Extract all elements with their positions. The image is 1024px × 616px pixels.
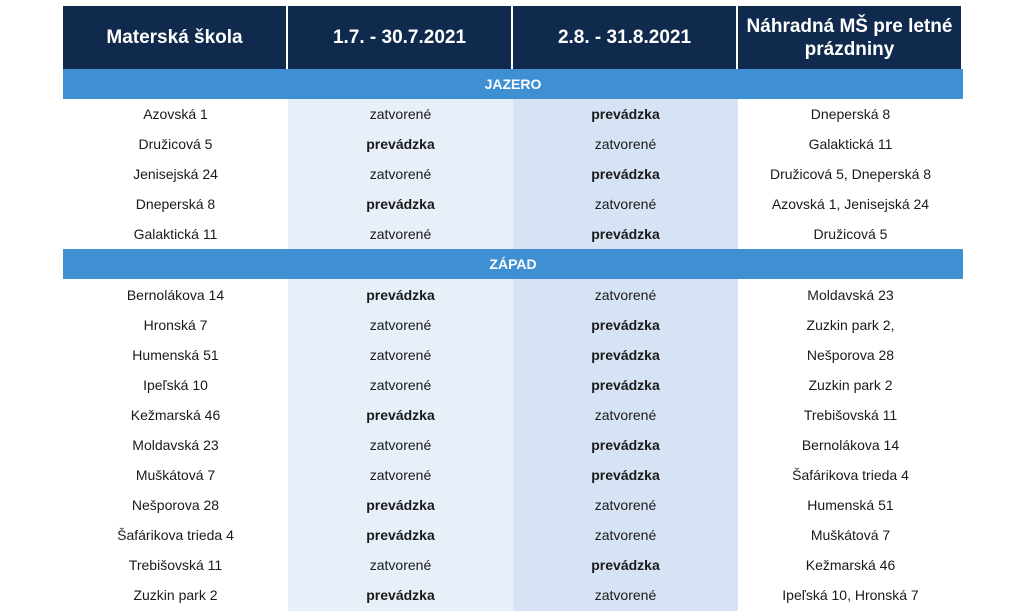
- august-status-cell: prevádzka: [513, 310, 738, 340]
- august-status-cell: zatvorené: [513, 400, 738, 430]
- august-status-cell: zatvorené: [513, 129, 738, 159]
- table-row: [63, 99, 963, 129]
- school-cell: Ipeľská 10: [63, 370, 288, 400]
- school-cell: Šafárikova trieda 4: [63, 520, 288, 550]
- august-status-cell: prevádzka: [513, 99, 738, 129]
- july-status-cell: prevádzka: [288, 189, 513, 219]
- replacement-cell: Zuzkin park 2,: [738, 310, 963, 340]
- july-status-cell: zatvorené: [288, 159, 513, 189]
- july-status-cell: zatvorené: [288, 340, 513, 370]
- table-row: [63, 550, 963, 580]
- replacement-cell: Šafárikova trieda 4: [738, 460, 963, 490]
- replacement-cell: Azovská 1, Jenisejská 24: [738, 189, 963, 219]
- table-row: [63, 159, 963, 189]
- school-cell: Jenisejská 24: [63, 159, 288, 189]
- august-status-cell: prevádzka: [513, 430, 738, 460]
- school-cell: Galaktická 11: [63, 219, 288, 249]
- header-replacement: Náhradná MŠ pre letné prázdniny: [738, 6, 961, 69]
- july-status-cell: zatvorené: [288, 219, 513, 249]
- replacement-cell: Ipeľská 10, Hronská 7: [738, 580, 963, 610]
- replacement-cell: Humenská 51: [738, 490, 963, 520]
- august-status-cell: prevádzka: [513, 340, 738, 370]
- school-cell: Hronská 7: [63, 310, 288, 340]
- table-row: [63, 460, 963, 490]
- replacement-cell: Bernolákova 14: [738, 430, 963, 460]
- july-status-cell: zatvorené: [288, 99, 513, 129]
- august-status-cell: zatvorené: [513, 279, 738, 309]
- july-status-cell: zatvorené: [288, 550, 513, 580]
- section-header: JAZERO: [63, 69, 963, 99]
- replacement-cell: Muškátová 7: [738, 520, 963, 550]
- replacement-cell: Kežmarská 46: [738, 550, 963, 580]
- header-august: 2.8. - 31.8.2021: [513, 6, 736, 69]
- july-status-cell: prevádzka: [288, 129, 513, 159]
- schedule-table: [63, 6, 963, 611]
- table-row: [63, 129, 963, 159]
- replacement-cell: Nešporova 28: [738, 340, 963, 370]
- school-cell: Trebišovská 11: [63, 550, 288, 580]
- school-cell: Družicová 5: [63, 129, 288, 159]
- july-status-cell: prevádzka: [288, 400, 513, 430]
- section-header: ZÁPAD: [63, 249, 963, 279]
- july-status-cell: zatvorené: [288, 370, 513, 400]
- august-status-cell: prevádzka: [513, 219, 738, 249]
- school-cell: Bernolákova 14: [63, 279, 288, 309]
- replacement-cell: Galaktická 11: [738, 129, 963, 159]
- july-status-cell: prevádzka: [288, 490, 513, 520]
- header-july: 1.7. - 30.7.2021: [288, 6, 511, 69]
- july-status-cell: prevádzka: [288, 580, 513, 610]
- replacement-cell: Družicová 5: [738, 219, 963, 249]
- august-status-cell: prevádzka: [513, 370, 738, 400]
- table-header: [63, 6, 963, 69]
- july-status-cell: prevádzka: [288, 520, 513, 550]
- table-row: [63, 189, 963, 219]
- july-status-cell: zatvorené: [288, 310, 513, 340]
- replacement-cell: Trebišovská 11: [738, 400, 963, 430]
- replacement-cell: Zuzkin park 2: [738, 370, 963, 400]
- header-school: Materská škola: [63, 6, 286, 69]
- school-cell: Zuzkin park 2: [63, 580, 288, 610]
- august-status-cell: zatvorené: [513, 189, 738, 219]
- replacement-cell: Družicová 5, Dneperská 8: [738, 159, 963, 189]
- school-cell: Kežmarská 46: [63, 400, 288, 430]
- table-row: [63, 370, 963, 400]
- table-body: [63, 69, 963, 611]
- table-row: [63, 430, 963, 460]
- school-cell: Nešporova 28: [63, 490, 288, 520]
- table-row: [63, 310, 963, 340]
- table-row: [63, 520, 963, 550]
- table-row: [63, 279, 963, 309]
- school-cell: Moldavská 23: [63, 430, 288, 460]
- august-status-cell: zatvorené: [513, 520, 738, 550]
- table-row: [63, 580, 963, 610]
- table-row: [63, 219, 963, 249]
- table-row: [63, 490, 963, 520]
- august-status-cell: zatvorené: [513, 580, 738, 610]
- school-cell: Azovská 1: [63, 99, 288, 129]
- table-row: [63, 340, 963, 370]
- july-status-cell: prevádzka: [288, 279, 513, 309]
- school-cell: Dneperská 8: [63, 189, 288, 219]
- august-status-cell: prevádzka: [513, 550, 738, 580]
- august-status-cell: zatvorené: [513, 490, 738, 520]
- table-row: [63, 400, 963, 430]
- school-cell: Muškátová 7: [63, 460, 288, 490]
- replacement-cell: Moldavská 23: [738, 279, 963, 309]
- august-status-cell: prevádzka: [513, 159, 738, 189]
- school-cell: Humenská 51: [63, 340, 288, 370]
- august-status-cell: prevádzka: [513, 460, 738, 490]
- july-status-cell: zatvorené: [288, 460, 513, 490]
- july-status-cell: zatvorené: [288, 430, 513, 460]
- replacement-cell: Dneperská 8: [738, 99, 963, 129]
